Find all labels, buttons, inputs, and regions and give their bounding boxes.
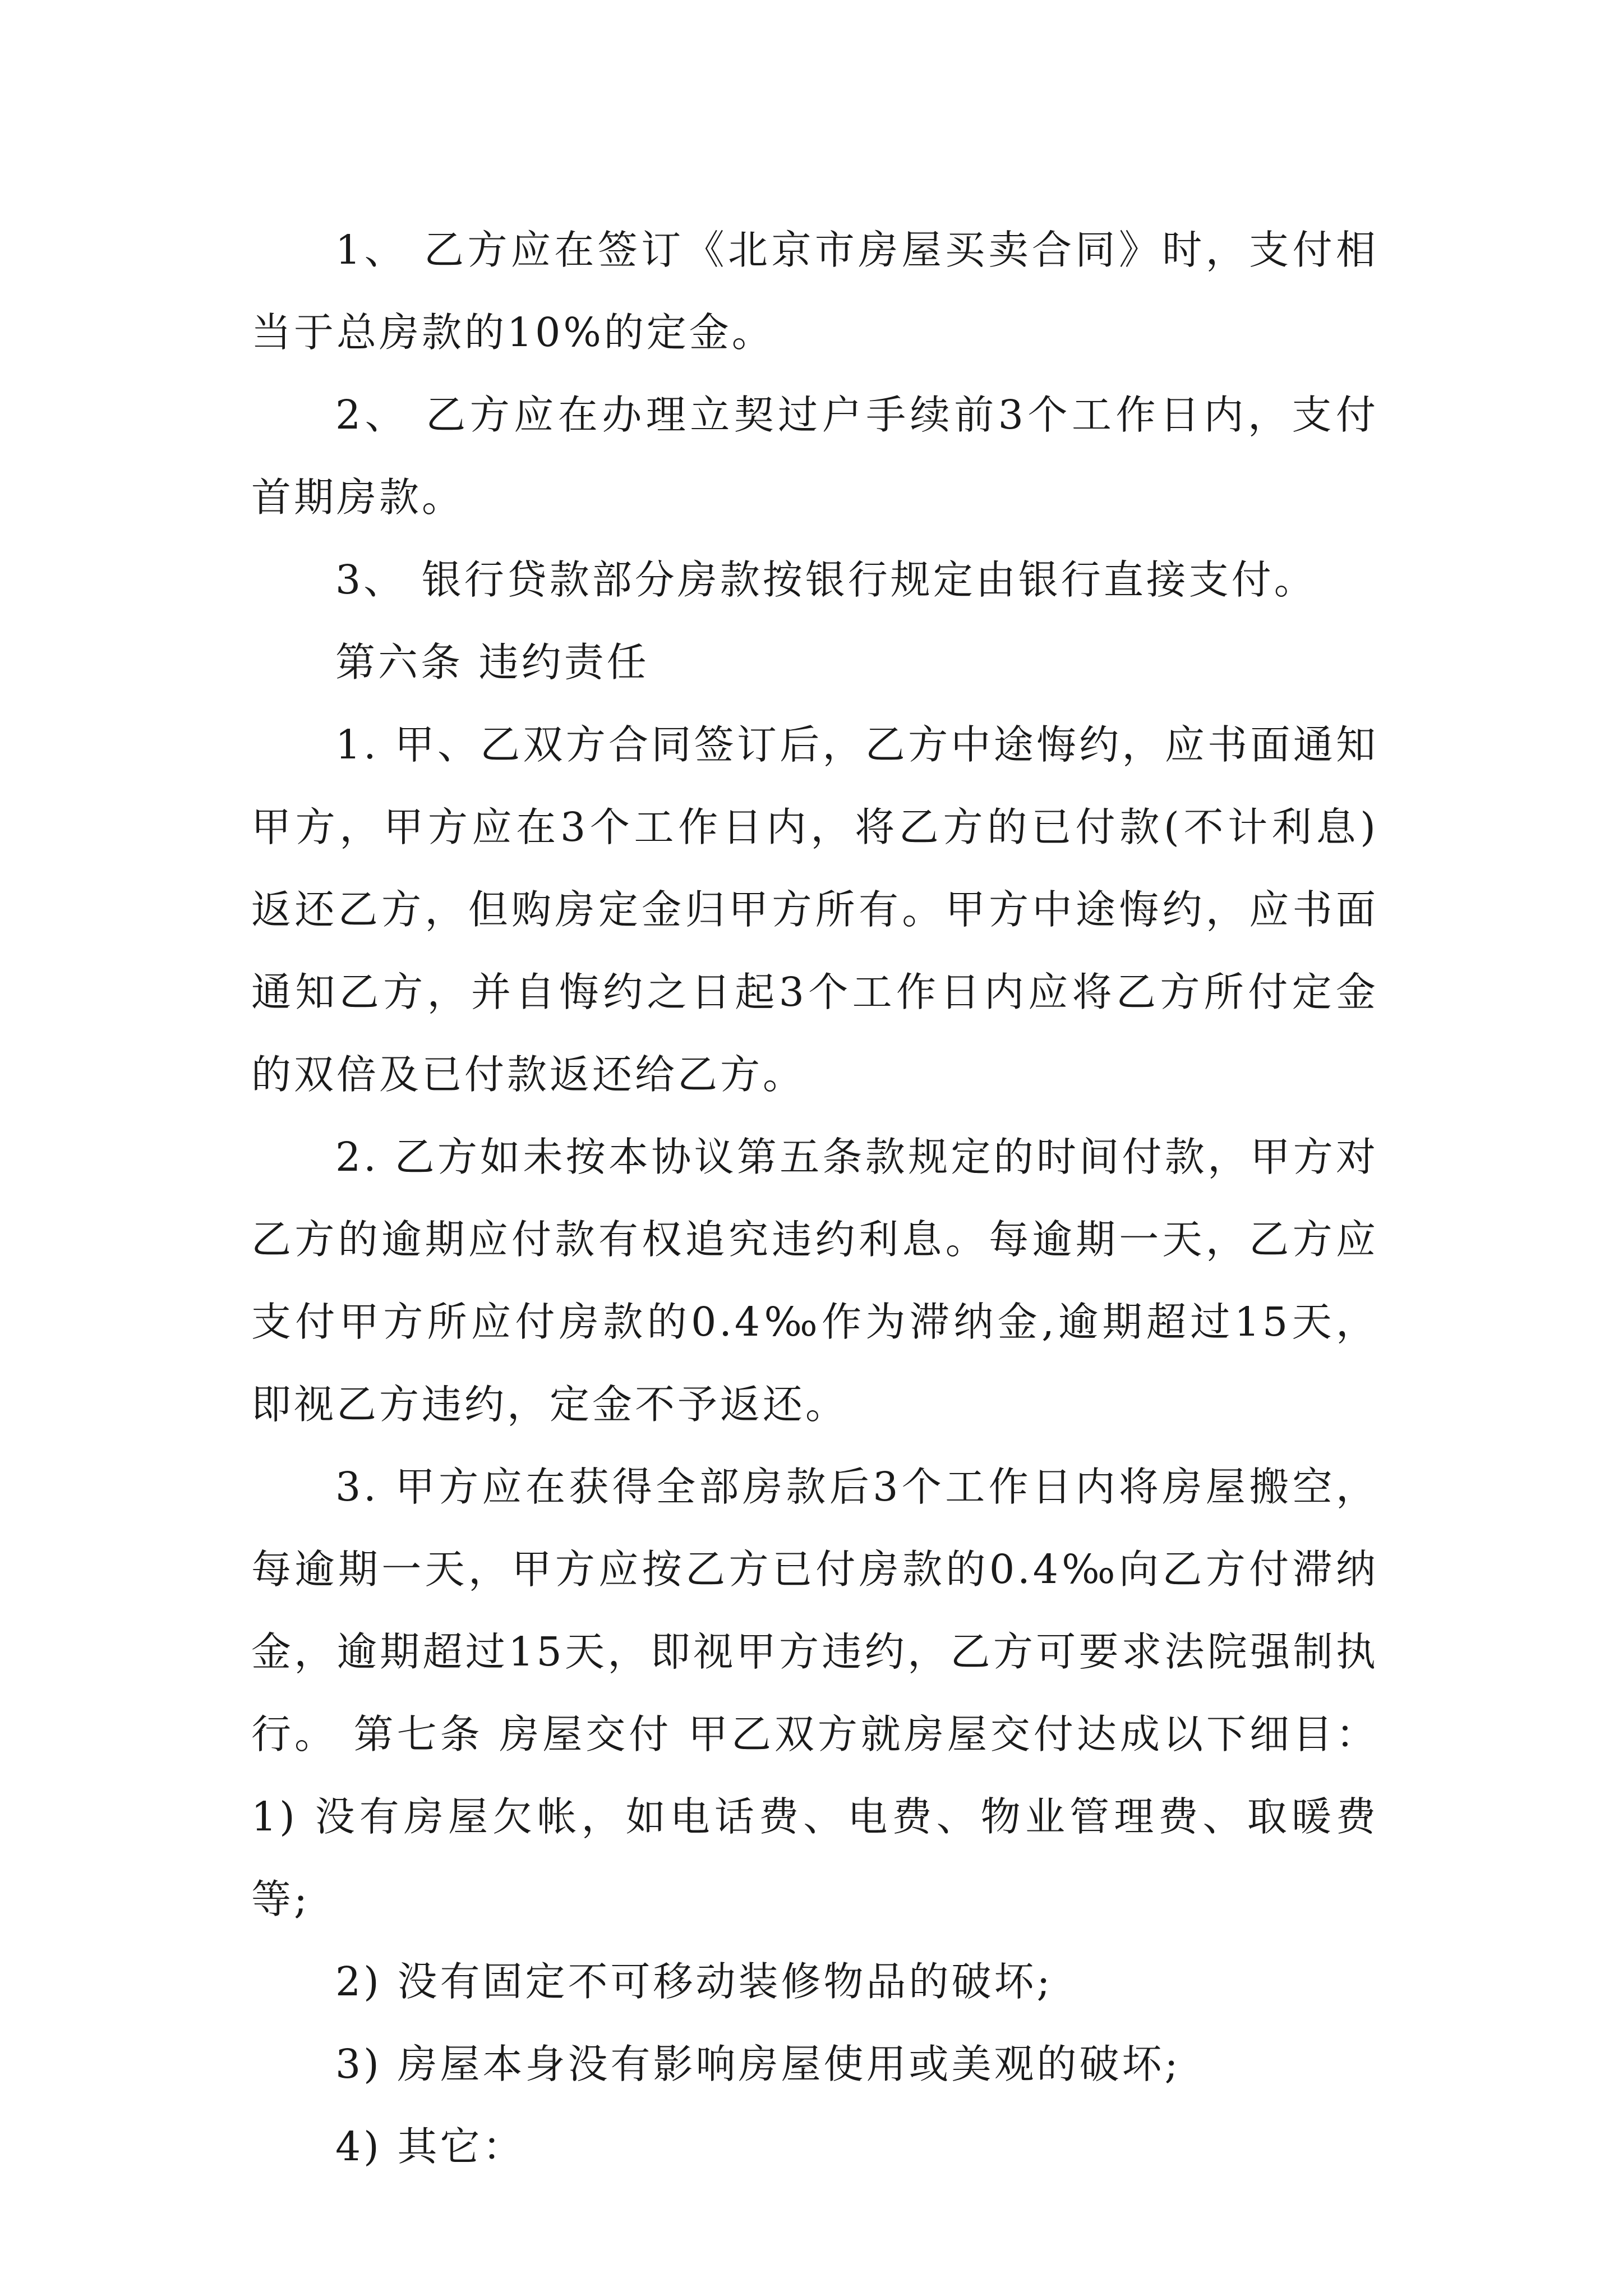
clause-paragraph: 1、 乙方应在签订《北京市房屋买卖合同》时，支付相当于总房款的10%的定金。 xyxy=(251,227,1378,356)
section-heading: 第六条 违约责任 xyxy=(335,639,649,685)
clause-paragraph: 1. 甲、乙双方合同签订后，乙方中途悔约，应书面通知甲方，甲方应在3个工作日内，将乙方的已付款(不计利息)返还乙方，但购房定金归甲方所有。甲方中途悔约，应书面通知乙方，并自悔约之日起3个工作日内应将乙方所付定金的双倍及已付款返还给乙方。 xyxy=(251,721,1378,1098)
clause-paragraph: 3. 甲方应在获得全部房款后3个工作日内将房屋搬空，每逾期一天，甲方应按乙方已付房款的0.4‰向乙方付滞纳金，逾期超过15天，即视甲方违约，乙方可要求法院强制执行。 第七条 房屋交付 甲乙双方就房屋交付达成以下细目： 1) 没有房屋欠帐，如电话费、电费、物业管理费、取暖费等; xyxy=(251,1464,1378,1922)
clause-paragraph: 2) 没有固定不可移动装修物品的破坏; xyxy=(335,1958,1053,2005)
clause-paragraph: 3) 房屋本身没有影响房屋使用或美观的破坏; xyxy=(335,2041,1181,2087)
clause-paragraph: 2、 乙方应在办理立契过户手续前3个工作日内，支付首期房款。 xyxy=(251,392,1378,521)
clause-paragraph: 2. 乙方如未按本协议第五条款规定的时间付款，甲方对乙方的逾期应付款有权追究违约利息。每逾期一天，乙方应支付甲方所应付房款的0.4‰作为滞纳金,逾期超过15天，即视乙方违约，定金不予返还。 xyxy=(251,1134,1378,1428)
clause-paragraph: 4) 其它： xyxy=(335,2123,525,2170)
clause-paragraph: 3、 银行贷款部分房款按银行规定由银行直接支付。 xyxy=(335,556,1317,603)
document-body xyxy=(251,209,1378,2188)
